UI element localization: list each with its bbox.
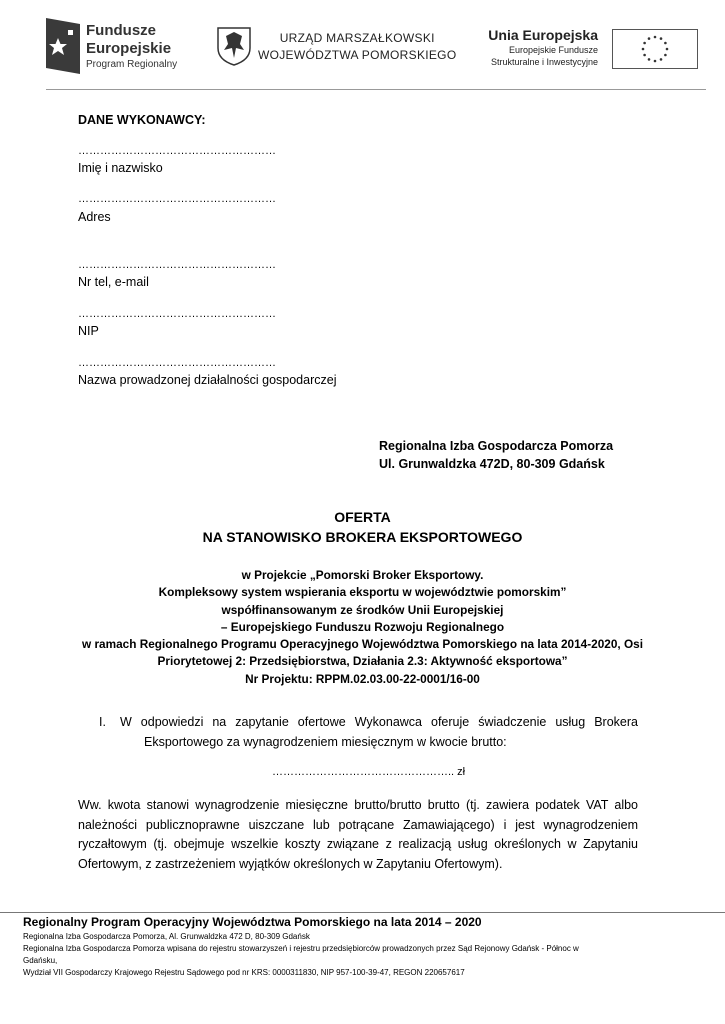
- project-line: współfinansowanym ze środków Unii Europejskiej: [221, 602, 504, 617]
- offer-paragraph: [78, 796, 638, 874]
- pomorskie-crest-icon: [216, 26, 252, 71]
- ue-title: Unia Europejska: [488, 27, 598, 43]
- project-line: – Europejskiego Funduszu Rozwoju Regionalnego: [220, 619, 505, 634]
- addressee-line1: Regionalna Izba Gospodarcza Pomorza: [379, 439, 614, 453]
- title-subtitle: NA STANOWISKO BROKERA EKSPORTOWEGO: [202, 529, 523, 545]
- field-label-phone-email: Nr tel, e-mail: [78, 275, 149, 289]
- offer-number: I.: [99, 715, 106, 729]
- addressee-line2: Ul. Grunwaldzka 472D, 80-309 Gdańsk: [379, 457, 605, 471]
- fe-line1: Fundusze: [86, 22, 156, 39]
- dots-line: ………………………………………………: [78, 357, 276, 369]
- umwp-line2: WOJEWÓDZTWA POMORSKIEGO: [258, 48, 457, 62]
- project-line: Kompleksowy system wspierania eksportu w województwie pomorskim”: [158, 585, 567, 600]
- footer-line: Wydział VII Gospodarczy Krajowego Rejestru Sądowego pod nr KRS: 0000311830, NIP 957-100-39-47, REGON 220657617: [23, 968, 465, 977]
- project-block: [40, 567, 685, 688]
- project-line: Nr Projektu: RPPM.02.03.00-22-0001/16-00: [245, 671, 480, 686]
- paragraph-line: Ww. kwota stanowi wynagrodzenie miesięczne brutto/brutto brutto (tj. zawiera podatek VAT albo: [78, 798, 638, 812]
- title-oferta: OFERTA: [334, 509, 391, 525]
- eu-flag-icon: [612, 29, 698, 69]
- field-label-nip: NIP: [78, 324, 99, 338]
- fe-line3: Program Regionalny: [86, 59, 178, 70]
- footer-divider: [0, 912, 725, 913]
- amount-field: ………………………………………….. zł: [272, 766, 466, 778]
- dots-line: ………………………………………………: [78, 193, 276, 205]
- field-label-address: Adres: [78, 210, 111, 224]
- footer-line: Gdańsku,: [23, 956, 58, 965]
- offer-text-line1: W odpowiedzi na zapytanie ofertowe Wykonawca oferuje świadczenie usług Brokera: [120, 715, 638, 729]
- header-divider: [46, 89, 706, 90]
- field-label-name: Imię i nazwisko: [78, 161, 163, 175]
- fe-line2: Europejskie: [86, 40, 172, 57]
- ue-line1: Europejskie Fundusze: [508, 45, 598, 55]
- umwp-line1: URZĄD MARSZAŁKOWSKI: [279, 31, 435, 45]
- ue-line2: Strukturalne i Inwestycyjne: [490, 57, 598, 67]
- footer-line: Regionalna Izba Gospodarcza Pomorza wpisana do rejestru stowarzyszeń i rejestru przedsiębiorców prowadzonych przez Sąd Rejonowy Gdańsk - Północ w: [23, 944, 579, 953]
- paragraph-line: Ofertowym, z zastrzeżeniem wyjątków określonych w Zapytaniu Ofertowym).: [78, 856, 503, 871]
- offer-text-line2: Eksportowego za wynagrodzeniem miesięcznym w kwocie brutto:: [144, 735, 507, 749]
- project-line: w ramach Regionalnego Programu Operacyjnego Województwa Pomorskiego na lata 2014-2020, Osi: [82, 637, 643, 652]
- project-line: Priorytetowej 2: Przedsiębiorstwa, Działania 2.3: Aktywność eksportowa”: [157, 654, 568, 669]
- fundusze-europejskie-logo: [46, 18, 80, 79]
- dots-line: ………………………………………………: [78, 308, 276, 320]
- project-line: w Projekcie „Pomorski Broker Eksportowy.: [241, 568, 484, 582]
- paragraph-line: ryczałtowym (tj. obejmuje wszelkie koszty związane z realizacją usług określonych w Zapytaniu: [78, 837, 638, 851]
- contractor-heading: DANE WYKONAWCY:: [78, 113, 206, 127]
- unia-europejska-text: [486, 26, 598, 68]
- dots-line: ………………………………………………: [78, 145, 276, 157]
- urzad-marszalkowski-text: [258, 30, 456, 64]
- footer-title: Regionalny Program Operacyjny Województwa Pomorskiego na lata 2014 – 2020: [23, 915, 482, 929]
- paragraph-line: należności publicznoprawne uiszczane lub potrącane Zamawiającego) i jest wynagrodzeniem: [78, 817, 638, 832]
- fundusze-europejskie-text: [86, 22, 177, 72]
- dots-line: ………………………………………………: [78, 259, 276, 271]
- footer-line: Regionalna Izba Gospodarcza Pomorza, Al. Grunwaldzka 472 D, 80-309 Gdańsk: [23, 932, 310, 941]
- field-label-business-name: Nazwa prowadzonej działalności gospodarczej: [78, 373, 337, 387]
